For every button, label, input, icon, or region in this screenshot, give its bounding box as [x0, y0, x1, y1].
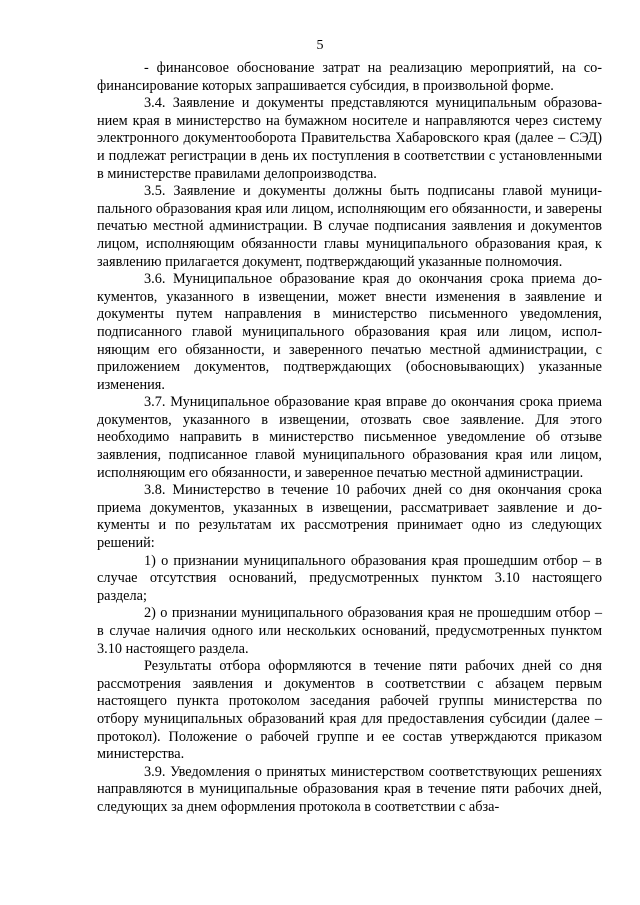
- paragraph-3-6: 3.6. Муниципальное образование края до окончания срока приема документов, указанного в извещении, может внести изменения в заявление и документы путем направления в министерство письменного уведомления, подписанного главой муниципального образования края или лицом, исполняющим его обязанности, и заверенного печатью местной администрации, с приложением документов, подтверждающих (обосновывающих) указанные изменения.: [97, 271, 602, 393]
- paragraph-decision-1: 1) о признании муниципального образования края прошедшим отбор – в случае отсутствия оснований, предусмотренных пунктом 3.10 настоящего раздела;: [97, 552, 602, 604]
- paragraph-3-4: 3.4. Заявление и документы представляются муниципальным образованием края в министерство на бумажном носителе и направляются через систему электронного документооборота Правительства Хабаровского края (далее – СЭД) и подлежат регистрации в день их поступления в соответствии с установленными в министерстве правилами делопроизводства.: [97, 95, 602, 182]
- paragraph-3-7: 3.7. Муниципальное образование края вправе до окончания срока приема документов, указанного в извещении, отозвать свое заявление. Для этого необходимо направить в министерство письменное уведомление об отзыве заявления, подписанное главой муниципального образования края или лицом, исполняющим его обязанности, и заверенное печатью местной администрации.: [97, 394, 602, 481]
- document-body: [97, 60, 602, 817]
- paragraph-3-5: 3.5. Заявление и документы должны быть подписаны главой муниципального образования края или лицом, исполняющим его обязанности, и заверены печатью местной администрации. В случае подписания заявления и документов лицом, исполняющим обязанности главы муниципального образования края, к заявлению прилагается документ, подтверждающий указанные полномочия.: [97, 183, 602, 270]
- paragraph-results: Результаты отбора оформляются в течение пяти рабочих дней со дня рассмотрения заявления и документов в соответствии с абзацем первым настоящего пункта протоколом заседания рабочей группы министерства по отбору муниципальных образований края для предоставления субсидии (далее – протокол). Положение о рабочей группе и ее состав утверждаются приказом министерства.: [97, 658, 602, 763]
- page-number: 5: [316, 38, 324, 53]
- paragraph-3-8: 3.8. Министерство в течение 10 рабочих дней со дня окончания срока приема документов, указанных в извещении, рассматривает заявление и документы и по результатам их рассмотрения принимает одно из следующих решений:: [97, 482, 602, 552]
- paragraph-funding-justification: - финансовое обоснование затрат на реализацию мероприятий, на софинансирование которых запрашивается субсидия, в произвольной форме.: [97, 60, 602, 94]
- paragraph-decision-2: 2) о признании муниципального образования края не прошедшим отбор – в случае наличия одного или нескольких оснований, предусмотренных пунктом 3.10 настоящего раздела.: [97, 605, 602, 657]
- paragraph-3-9: 3.9. Уведомления о принятых министерством соответствующих решениях направляются в муниципальные образования края в течение пяти рабочих дней, следующих за днем оформления протокола в соответствии с абза-: [97, 763, 602, 815]
